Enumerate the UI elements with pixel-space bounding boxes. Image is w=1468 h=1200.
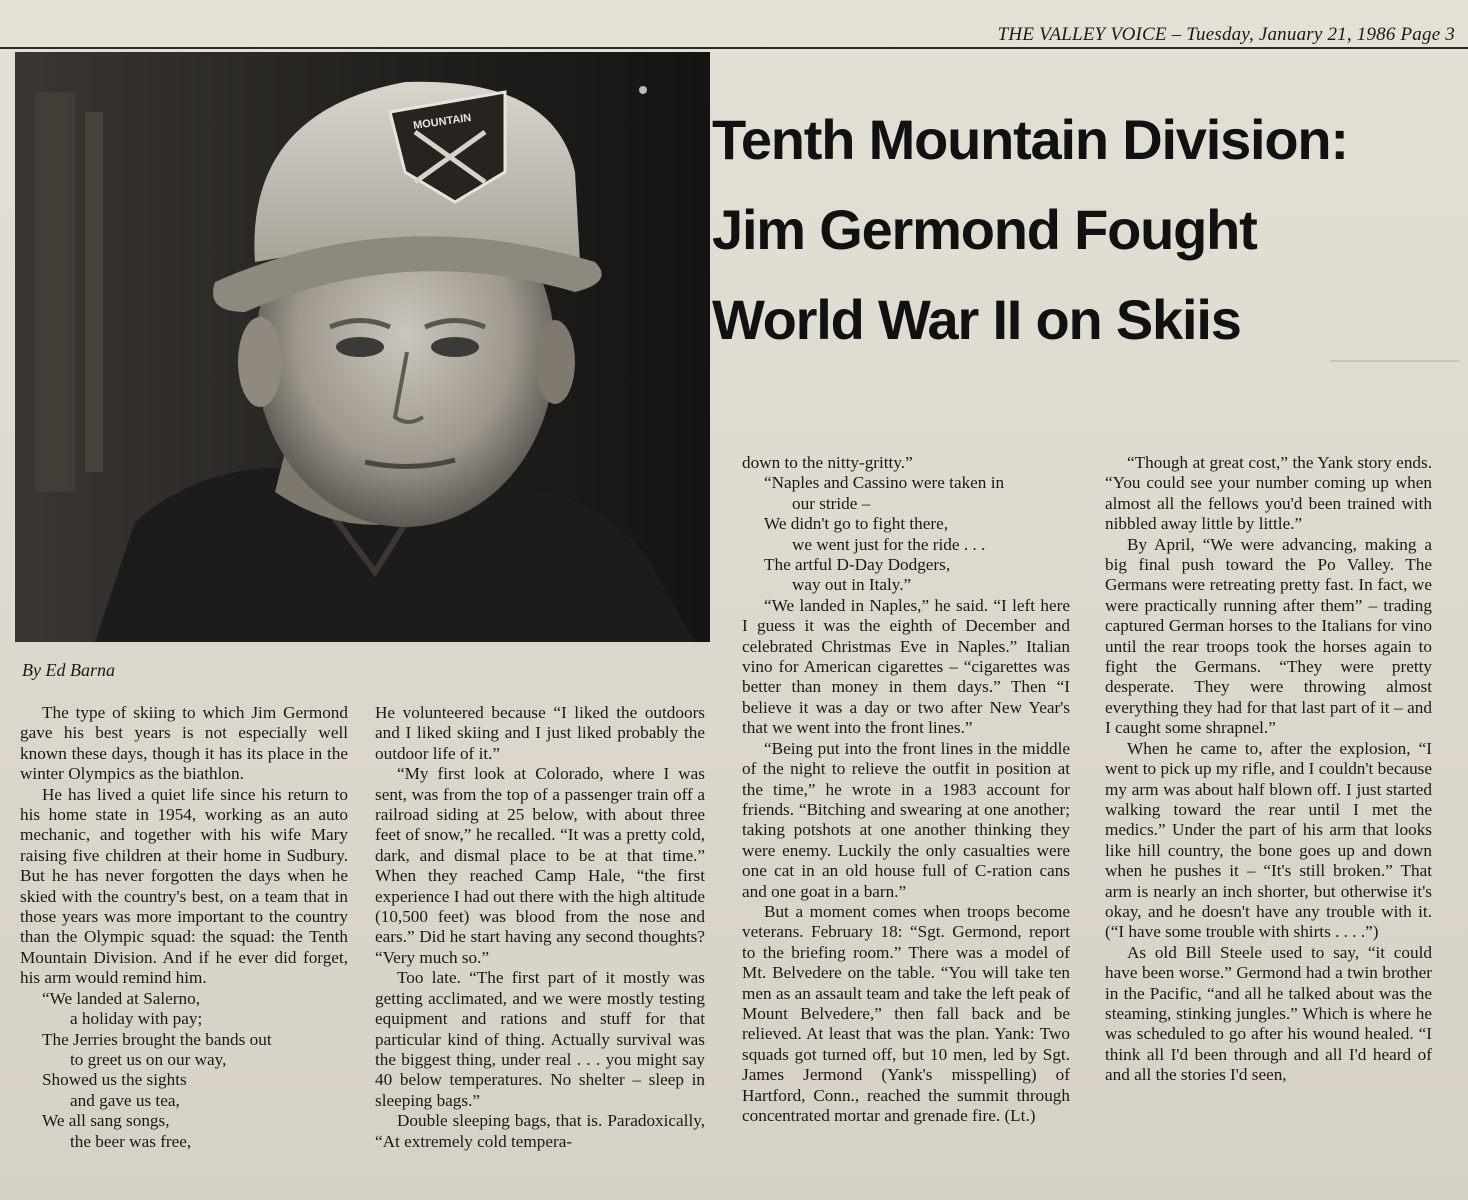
- cap-patch-label: MOUNTAIN: [412, 111, 473, 133]
- verse-line: “Naples and Cassino were taken in: [764, 473, 1005, 493]
- verse-line: our stride –: [792, 493, 871, 513]
- paragraph: He has lived a quiet life since his return to his home state in 1954, working as an auto mechanic, and together with his wife Mary raising five children at their home in Sudbury. But he has never forgotten the days when he skied with the country's best, on a team that in those years was more important to the country than the Olympic squad: the squad: the Tenth Mountain Division. And if he ever did forget, his arm would remind him.: [20, 784, 348, 988]
- paragraph: Double sleeping bags, that is. Paradoxically, “At extremely cold tempera-: [375, 1111, 705, 1151]
- verse-line: a holiday with pay;: [70, 1009, 203, 1029]
- verse-line: The Jerries brought the bands out: [42, 1029, 272, 1049]
- paragraph: “My first look at Colorado, where I was sent, was from the top of a passenger train off a railroad siding at 25 below, with about three feet of snow,” he recalled. “It was a pretty cold, dark, and dismal place to be at that time.” When they reached Camp Hale, “the first experience I had out there with the high altitude (10,500 feet) was blood from the nose and ears.” Did he start having any second thoughts? “Very much so.”: [375, 764, 705, 967]
- paragraph: “Being put into the front lines in the middle of the night to relieve the outfit in position at the time,” he wrote in a 1983 account for friends. “Bitching and swearing at one another; taking potshots at one another thinking they were enemy. Luckily the only casualties were one cat in an old house full of C-ration cans and one goat in a barn.”: [742, 738, 1070, 901]
- headline: [712, 95, 1462, 365]
- masthead-rule: [0, 47, 1468, 49]
- paragraph: down to the nitty-gritty.”: [742, 453, 913, 472]
- show-through-ghost: [1330, 360, 1460, 402]
- article-column-2: [375, 703, 705, 1152]
- portrait-illustration: [15, 52, 710, 642]
- headline-line-1: Tenth Mountain Division:: [712, 108, 1348, 171]
- verse-line: “We landed at Salerno,: [42, 988, 201, 1008]
- verse-line: way out in Italy.”: [792, 575, 912, 595]
- paragraph: “Though at great cost,” the Yank story ends. “You could see your number coming up when almost all the fellows you'd been trained with nibbled away little by little.”: [1105, 453, 1432, 534]
- masthead: THE VALLEY VOICE – Tuesday, January 21, 1986 Page 3: [997, 24, 1455, 45]
- verse-line: We didn't go to fight there,: [764, 514, 949, 534]
- verse-line: the beer was free,: [70, 1131, 192, 1151]
- article-column-4: [1105, 453, 1432, 1086]
- headline-line-2: Jim Germond Fought: [712, 198, 1257, 261]
- verse-line: and gave us tea,: [70, 1090, 180, 1110]
- article-column-3: [742, 453, 1070, 1126]
- paragraph: Too late. “The first part of it mostly was getting acclimated, and we were mostly testing equipment and rations and stuff for that particular kind of thing. Actually survival was the biggest thing, under real . . . you might say 40 below temperatures. No shelter – sleep in sleeping bags.”: [375, 968, 705, 1110]
- paragraph: But a moment comes when troops become veterans. February 18: “Sgt. Germond, report to the briefing room.” There was a model of Mt. Belvedere on the table. “You will take ten men as an assault team and take the left peak of Mount Belvedere,” then fall back and be relieved. At least that was the plan. Yank: Two squads got turned off, but 10 men, led by Sgt. James Jermond (Yank's misspelling) of Hartford, Conn., reached the summit through concentrated mortar and grenade fire. (Lt.): [742, 901, 1070, 1125]
- verse-line: We all sang songs,: [42, 1111, 170, 1131]
- paragraph: He volunteered because “I liked the outdoors and I liked skiing and I just liked probably the outdoor life of it.”: [375, 703, 705, 763]
- paragraph: When he came to, after the explosion, “I went to pick up my rifle, and I couldn't because my arm was about half blown off. I just started walking toward the rear until I met the medics.” Under the part of his arm that looks like hill country, the bone goes up and down when he pushes it – “It's still broken.” That arm is nearly an inch shorter, but otherwise it's okay, and he doesn't have any trouble with it. (“I have some trouble with shirts . . . .”): [1105, 738, 1432, 942]
- paragraph: “We landed in Naples,” he said. “I left here I guess it was the eighth of December and celebrated Christmas Eve in Naples.” Italian vino for American cigarettes – “cigarettes was better than money in them days.” Then “I believe it was a day or two after New Year's that we went into the front lines.”: [742, 595, 1070, 738]
- verse-line: to greet us on our way,: [70, 1049, 227, 1069]
- paragraph: The type of skiing to which Jim Germond gave his best years is not especially well known these days, though it has its place in the winter Olympics as the biathlon.: [20, 703, 348, 784]
- verse-line: The artful D-Day Dodgers,: [764, 555, 951, 575]
- verse-line: we went just for the ride . . .: [792, 534, 986, 554]
- headline-line-3: World War II on Skiis: [712, 288, 1241, 351]
- byline: By Ed Barna: [22, 660, 115, 680]
- article-column-1: [20, 703, 348, 1152]
- paragraph: As old Bill Steele used to say, “it could have been worse.” Germond had a twin brother in the Pacific, “and all he talked about was the steaming, stinking jungles.” Which is where he was scheduled to go after his wound healed. “I think all I'd been through and all I'd heard of and all the stories I'd seen,: [1105, 942, 1432, 1085]
- paragraph: By April, “We were advancing, making a big final push toward the Po Valley. The Germans were retreating pretty fast. In fact, we were practically running after them” – trading captured German horses to the Italians for vino until the rear troops took the horses again to fight the Germans. “They were pretty desperate. They were throwing almost everything they had for that last part of it – and I caught some shrapnel.”: [1105, 534, 1432, 738]
- verse-line: Showed us the sights: [42, 1070, 187, 1090]
- portrait-photo: [15, 52, 710, 642]
